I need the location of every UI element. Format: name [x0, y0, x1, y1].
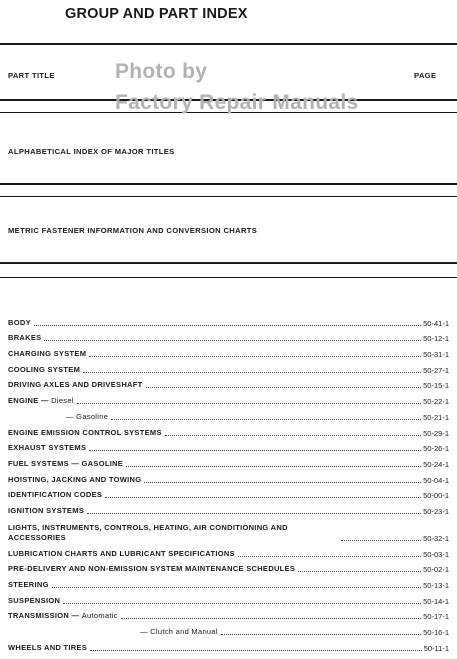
index-entry: WHEELS AND TIRES 50-11-1 — [8, 642, 449, 653]
page-title: GROUP AND PART INDEX — [65, 6, 248, 22]
rule — [0, 43, 457, 45]
index-entry: ENGINE EMISSION CONTROL SYSTEMS 50-29-1 — [8, 427, 449, 438]
index-entry: BRAKES 50-12-1 — [8, 333, 449, 344]
index-entry: — Clutch and Manual 50-16-1 — [140, 627, 449, 638]
index-entry: CHARGING SYSTEM 50-31-1 — [8, 349, 449, 360]
index-entry: LUBRICATION CHARTS AND LUBRICANT SPECIFICATIONS 50-03-1 — [8, 548, 449, 559]
watermark-line-1: Photo by — [115, 60, 208, 83]
watermark-line-2: Factory Repair Manuals — [115, 91, 359, 114]
index-entry: — Gasoline 50-21-1 — [66, 411, 449, 422]
index-entry: FUEL SYSTEMS — GASOLINE 50-24-1 — [8, 458, 449, 469]
index-entry: ENGINE — Diesel 50-22-1 — [8, 396, 449, 407]
index-entry: BODY 50-41-1 — [8, 317, 449, 328]
index-list — [8, 312, 449, 653]
index-entry: COOLING SYSTEM 50-27-1 — [8, 364, 449, 375]
section-alphabetical-index: ALPHABETICAL INDEX OF MAJOR TITLES — [8, 147, 175, 156]
page-header: PAGE — [414, 71, 437, 80]
index-entry: SUSPENSION 50-14-1 — [8, 595, 449, 606]
index-entry: HOISTING, JACKING AND TOWING 50-04-1 — [8, 474, 449, 485]
index-entry: STEERING 50-13-1 — [8, 580, 449, 590]
index-entry: IDENTIFICATION CODES 50-00-1 — [8, 490, 449, 501]
rule — [0, 196, 457, 197]
index-entry: PRE-DELIVERY AND NON-EMISSION SYSTEM MAINTENANCE SCHEDULES 50-02-1 — [8, 564, 449, 575]
index-entry: EXHAUST SYSTEMS 50-26-1 — [8, 443, 449, 454]
rule — [0, 262, 457, 264]
rule — [0, 183, 457, 185]
part-title-header: PART TITLE — [8, 71, 55, 80]
rule — [0, 277, 457, 278]
index-entry: IGNITION SYSTEMS 50-23-1 — [8, 505, 449, 516]
index-entry: LIGHTS, INSTRUMENTS, CONTROLS, HEATING, AIR CONDITIONING AND ACCESSORIES 50-32-1 — [8, 522, 449, 543]
index-entry: DRIVING AXLES AND DRIVESHAFT 50-15-1 — [8, 380, 449, 391]
index-entry: TRANSMISSION — Automatic 50-17-1 — [8, 611, 449, 622]
section-metric-fastener: METRIC FASTENER INFORMATION AND CONVERSION CHARTS — [8, 226, 258, 235]
